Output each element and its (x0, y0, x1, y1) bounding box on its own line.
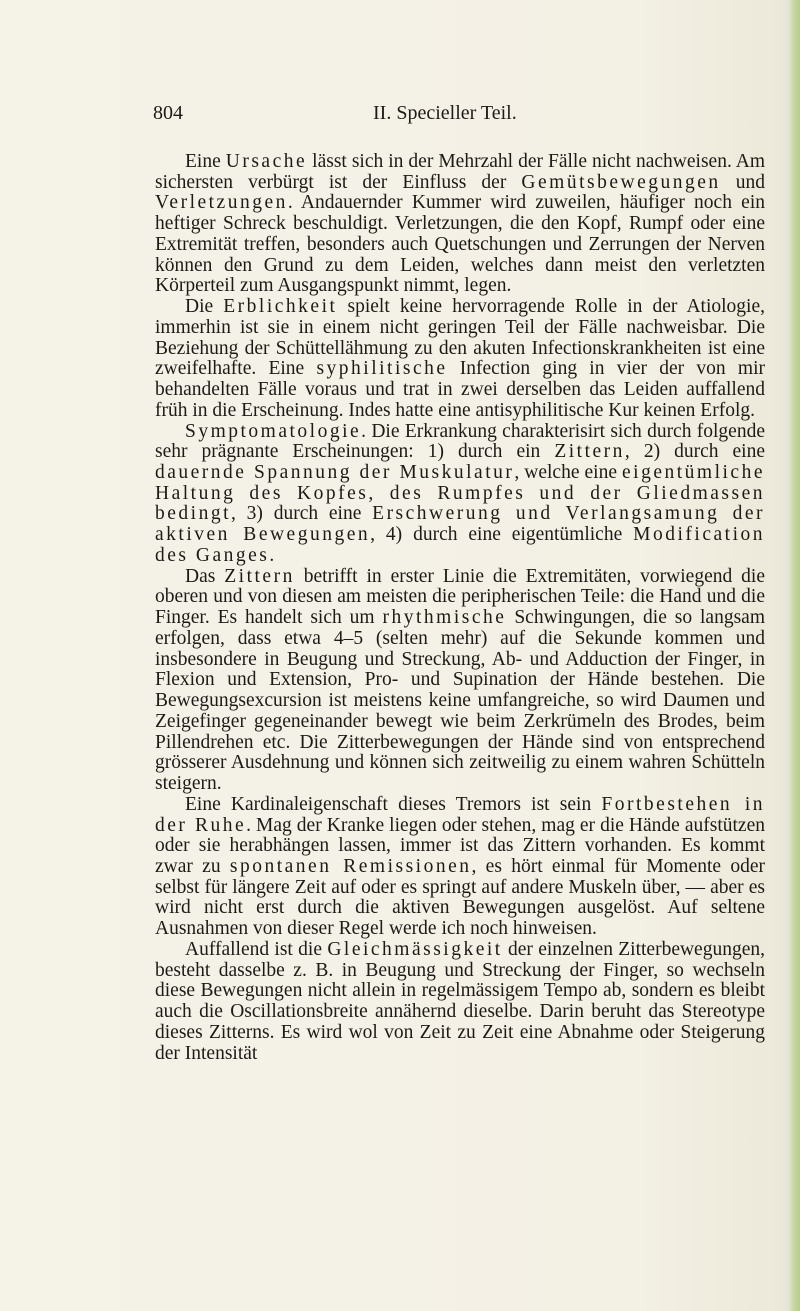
body-text (155, 151, 773, 1064)
spaced-emphasis: Ursache (225, 151, 308, 172)
spaced-emphasis: Zittern (554, 441, 625, 463)
spaced-emphasis: syphilitische (316, 358, 448, 380)
paragraph (155, 938, 770, 1064)
spaced-emphasis: Erschwerung und Verlangsamung der aktiven Bewegungen (155, 503, 773, 546)
text-run: . Mag der Kranke liegen oder stehen, mag er die Hände aufstützen oder sie herabhängen lassen, immer ist das Zittern vorhanden. Es kommt zwar zu (155, 814, 770, 877)
text-run: . Die Erkrankung charakterisirt sich durch folgende sehr prägnante Erscheinungen: 1) durch ein (155, 420, 770, 463)
text-run: , es hört einmal für Momente oder selbst für längere Zeit auf oder es springt auf andere Muskeln über, — aber es wird nicht erst durch die aktiven Bewegungen ausgelöst. Auf seltene Ausnahmen von dieser Regel werde ich noch hinweisen. (155, 855, 770, 940)
text-run: Eine Kardinaleigenschaft dieses Tremors ist sein (185, 793, 602, 815)
page-number: 804 (153, 102, 183, 124)
text-run: , welche eine (514, 462, 623, 484)
text-run: . (269, 544, 275, 566)
text-run: . Andauernder Kummer wird zuweilen, häufiger noch ein heftiger Schreck beschuldigt. Verletzungen, die den Kopf, Rumpf oder eine Extremität treffen, besonders auch Quetschungen und Zerrungen der Nerven können den Grund zu dem Leiden, welches dann meist den verletzten Körperteil zum Ausgangspunkt nimmt, legen. (155, 192, 770, 297)
text-run: Eine (185, 151, 226, 172)
text-run: Auffallend ist die (185, 938, 328, 960)
text-run: betrifft in erster Linie die Extremitäten, vorwiegend die oberen und von diesen am meisten die peripherischen Teile: die Hand und die Finger. Es handelt sich um (155, 565, 770, 629)
text-run: lässt sich in der Mehrzahl der Fälle nicht nachweisen. Am sichersten verbürgt ist der Einfluss der (155, 151, 770, 193)
text-run: , 4) durch eine eigentümliche (370, 524, 634, 546)
paragraph (155, 420, 773, 567)
spaced-emphasis: Fortbestehen in der Ruhe (155, 793, 773, 836)
page-header (0, 100, 800, 130)
running-head: II. Specieller Teil. (373, 102, 517, 124)
spaced-emphasis: Verletzungen (155, 192, 288, 214)
text-run: spielt keine hervorragende Rolle in der Atiologie, immerhin ist sie in einem nicht geringen Teil der Fälle nachweisbar. Die Beziehung der Schüttellähmung zu den akuten Infectionskrankheiten ist eine zweifelhafte. Eine (155, 296, 770, 380)
text-run: und (720, 171, 770, 193)
text-run: der einzelnen Zitterbewegungen, besteht dasselbe z. B. in Beugung und Streckung der Finger, so wechseln diese Bewegungen nicht allein in regelmässigem Tempo ab, sondern es bleibt auch die Oscillationsbreite annähernd dieselbe. Darin beruht das Stereotype dieses Zitterns. Es wird wol von Zeit zu Zeit eine Abnahme oder Steigerung der Intensität (155, 938, 770, 1064)
spaced-emphasis: Erblichkeit (223, 296, 338, 318)
spaced-emphasis: spontanen Remissionen (229, 855, 472, 877)
paragraph (155, 296, 770, 421)
spaced-emphasis: Gemütsbewegungen (521, 171, 721, 193)
spaced-emphasis: eigentümliche Haltung des Kopfes, des Rumpfes und der Gliedmassen bedingt (155, 462, 773, 525)
text-run: , 2) durch eine (624, 441, 770, 463)
spaced-emphasis: rhythmische (382, 607, 507, 629)
spaced-emphasis: Modification des Ganges (155, 524, 773, 566)
text-run: Infection ging in vier der von mir behandelten Fälle voraus und trat in zwei derselben das Leiden auffallend früh in die Erscheinung. Indes hatte eine antisyphilitische Kur keinen Erfolg. (155, 358, 770, 421)
text-run: Schwingungen, die so langsam erfolgen, dass etwa 4–5 (selten mehr) auf die Sekunde kommen und insbesondere in Beugung und Streckung, Ab- und Adduction der Finger, in Flexion und Extension, Pro- und Supination der Hände bestehen. Die Bewegungsexcursion ist meistens keine umfangreiche, so wird Daumen und Zeigefinger gegeneinander bewegt wie beim Zerkrümeln des Brodes, beim Pillendrehen etc. Die Zitterbewegungen der Hände sind von entsprechend grösserer Ausdehnung und können sich zeitweilig zu einem wahren Schütteln steigern. (155, 607, 770, 795)
spaced-emphasis: dauernde Spannung der Muskulatur (155, 462, 515, 484)
spaced-emphasis: Gleichmässigkeit (327, 938, 503, 960)
paragraph (155, 793, 773, 940)
paragraph (155, 151, 770, 297)
spaced-emphasis: Zittern (224, 565, 295, 587)
spaced-emphasis: Symptomatologie (185, 420, 362, 442)
paragraph (155, 565, 770, 795)
text-run: Das (185, 565, 225, 587)
text-run: , 3) durch eine (231, 503, 373, 525)
page-edge (778, 0, 800, 1311)
text-run: Die (185, 296, 224, 318)
